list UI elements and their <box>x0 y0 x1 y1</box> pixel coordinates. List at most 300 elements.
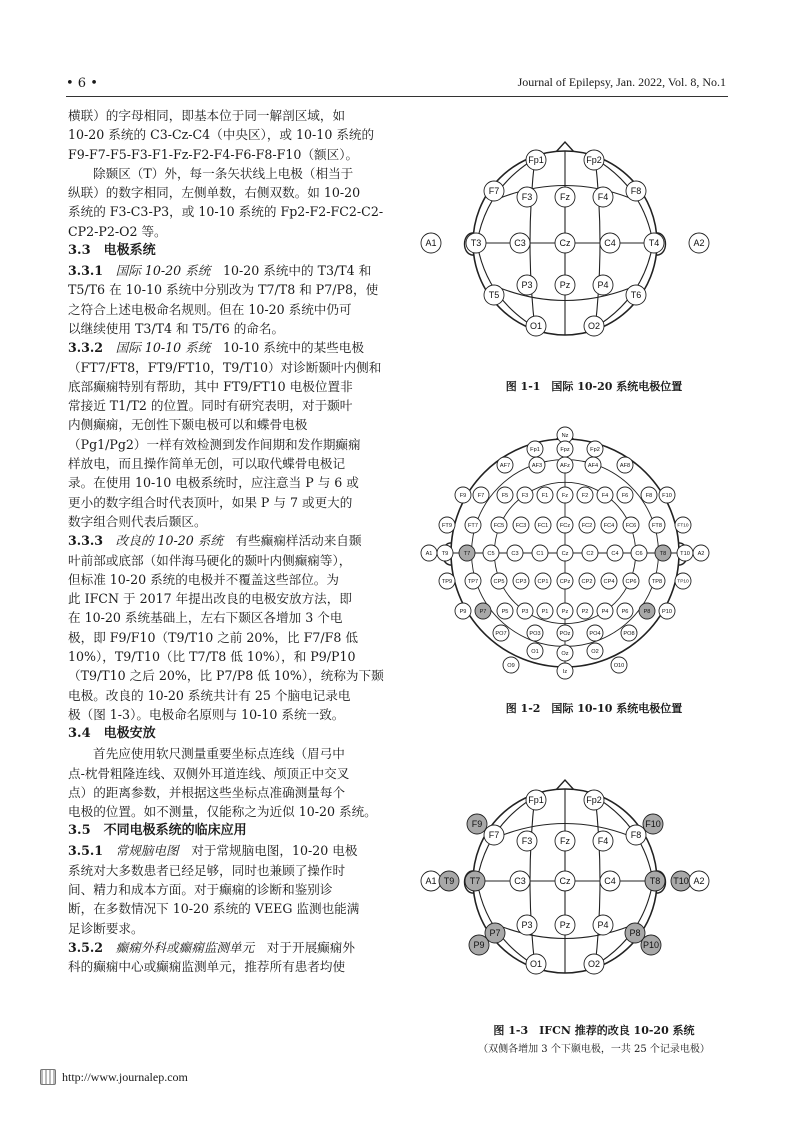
electrode-p10 <box>659 603 675 619</box>
electrode-label: AF3 <box>531 463 543 470</box>
electrode-label: PO3 <box>529 631 541 638</box>
electrode-label: F1 <box>541 493 549 500</box>
electrode-f7 <box>473 487 489 503</box>
electrode-label: F2 <box>581 493 589 500</box>
electrode-label: P7 <box>479 609 487 616</box>
text-content: 底部癫痫特别有帮助，其中 FT9/FT10 电极位置非 <box>68 378 353 394</box>
electrode-label: P10 <box>642 940 660 951</box>
electrode-c4 <box>600 233 620 253</box>
text-content: CP2-P2-O2 等。 <box>68 223 167 239</box>
electrode-c3 <box>510 233 530 253</box>
journal-title: Journal of Epilepsy, Jan. 2022, Vol. 8, No.1 <box>517 75 726 89</box>
electrode-label: CP5 <box>493 579 505 586</box>
text-content: 对于常规脑电图，10-20 电极 <box>178 843 358 859</box>
text-content: 数字组合则代表后颞区。 <box>68 513 207 529</box>
electrode-label: P6 <box>621 609 629 616</box>
electrode-label: O2 <box>591 649 599 656</box>
electrode-f3 <box>517 187 537 207</box>
text-line <box>68 841 378 860</box>
subsection-title: 国际 10-20 系统 <box>115 263 211 279</box>
electrode-label: A1 <box>425 238 437 249</box>
text-line <box>68 705 378 724</box>
electrode-po3 <box>527 625 543 641</box>
text-line <box>68 919 378 938</box>
text-line <box>68 551 378 570</box>
electrode-c3 <box>510 871 530 891</box>
text-line <box>68 454 378 473</box>
electrode-label: CP4 <box>603 579 615 586</box>
electrode-ft8 <box>649 517 665 533</box>
electrode-o1 <box>526 316 546 336</box>
electrode-label: C5 <box>487 551 495 558</box>
header-divider <box>66 96 728 97</box>
electrode-label: P2 <box>581 609 589 616</box>
electrode-f4 <box>593 187 613 207</box>
text-content: T5/T6 在 10-10 系统中分别改为 T7/T8 和 P7/P8，使 <box>68 282 379 298</box>
text-content: 此 IFCN 于 2017 年提出改良的电极安放方法，即 <box>68 591 352 607</box>
electrode-label: Fp1 <box>530 447 540 454</box>
electrode-label: T6 <box>630 290 642 301</box>
text-line <box>68 938 378 957</box>
figure-1-3-caption: 图 1-3 IFCN 推荐的改良 10-20 系统 <box>493 1024 695 1037</box>
electrode-f9 <box>455 487 471 503</box>
electrode-label: CP6 <box>625 579 637 586</box>
text-content: 系统对大多数患者已经足够，同时也兼顾了操作时 <box>68 862 346 878</box>
section-heading: 3.5 不同电极系统的临床应用 <box>68 823 247 839</box>
electrode-oz <box>557 645 573 661</box>
electrode-p10 <box>641 935 661 955</box>
electrode-label: AF8 <box>619 463 631 470</box>
electrode-label: FT7 <box>468 523 478 530</box>
text-line <box>68 164 378 183</box>
text-content: 以继续使用 T3/T4 和 T5/T6 的命名。 <box>68 320 285 336</box>
text-content: 内侧癫痫，无创性下颞电极可以和蝶骨电极 <box>68 417 308 433</box>
electrode-label: Oz <box>561 651 569 658</box>
electrode-label: C4 <box>604 238 616 249</box>
electrode-label: F3 <box>521 836 533 847</box>
electrode-label: FC1 <box>537 523 549 530</box>
electrode-label: POz <box>559 631 571 638</box>
electrode-t9 <box>439 871 459 891</box>
electrode-f7 <box>484 825 504 845</box>
electrode-label: F9 <box>471 819 483 830</box>
figure-1-3-subcaption: （双侧各增加 3 个下颞电极，一共 25 个记录电极） <box>478 1044 710 1055</box>
text-content: 10-20 系统的 C3-Cz-C4（中央区），或 10-10 系统的 <box>68 127 375 143</box>
electrode-t5 <box>484 285 504 305</box>
electrode-fp2 <box>584 790 604 810</box>
electrode-a2 <box>693 545 709 561</box>
electrode-label: T10 <box>673 876 689 887</box>
electrode-t9 <box>437 545 453 561</box>
text-line <box>68 608 378 627</box>
electrode-label: F7 <box>488 830 500 841</box>
electrode-label: O1 <box>531 649 539 656</box>
electrode-tp8 <box>649 573 665 589</box>
electrode-label: A2 <box>697 551 705 558</box>
text-content: 10%），T9/T10（比 T7/T8 低 10%），和 P9/P10 <box>68 649 356 665</box>
electrode-label: TP10 <box>677 579 689 585</box>
electrode-label: FC5 <box>493 523 505 530</box>
electrode-label: A1 <box>425 551 433 558</box>
section-heading: 3.4 电极安放 <box>68 726 156 742</box>
electrode-label: O1 <box>529 321 543 332</box>
electrode-afz <box>557 457 573 473</box>
electrode-c3 <box>507 545 523 561</box>
electrode-fc2 <box>579 517 595 533</box>
electrode-label: Fz <box>561 493 569 500</box>
text-line <box>68 628 378 647</box>
electrode-label: T5 <box>488 290 500 301</box>
electrode-f5 <box>497 487 513 503</box>
subsection-title: 改良的 10-20 系统 <box>115 533 223 549</box>
electrode-fz <box>555 831 575 851</box>
electrode-label: O10 <box>613 663 625 670</box>
electrode-label: CP2 <box>581 579 593 586</box>
electrode-label: P3 <box>521 920 533 931</box>
electrode-label: FCz <box>559 523 571 530</box>
electrode-p3 <box>517 275 537 295</box>
electrode-label: Fz <box>560 192 570 203</box>
electrode-label: Fp1 <box>528 155 544 166</box>
electrode-label: F10 <box>645 819 661 830</box>
electrode-label: F8 <box>645 493 653 500</box>
text-line <box>68 570 378 589</box>
electrode-o2 <box>584 954 604 974</box>
electrode-label: O2 <box>587 959 601 970</box>
electrode-label: P4 <box>601 609 609 616</box>
electrode-pz <box>557 603 573 619</box>
electrode-label: T3 <box>470 238 482 249</box>
electrode-t8 <box>655 545 671 561</box>
electrode-pz <box>555 915 575 935</box>
electrode-cp4 <box>601 573 617 589</box>
electrode-p6 <box>617 603 633 619</box>
electrode-t7 <box>459 545 475 561</box>
figure-1-1-caption: 图 1-1 国际 10-20 系统电极位置 <box>505 380 683 393</box>
electrode-c4 <box>607 545 623 561</box>
electrode-label: O9 <box>507 663 515 670</box>
electrode-p4 <box>593 915 613 935</box>
electrode-poz <box>557 625 573 641</box>
text-line <box>68 415 378 434</box>
electrode-t7 <box>465 871 485 891</box>
electrode-p3 <box>517 915 537 935</box>
electrode-label: P3 <box>521 609 529 616</box>
electrode-a1 <box>421 871 441 891</box>
electrode-a1 <box>421 545 437 561</box>
electrode-a2 <box>689 871 709 891</box>
electrode-f8 <box>626 825 646 845</box>
electrode-label: Cz <box>561 551 569 558</box>
text-content: 对于开展癫痫外 <box>254 939 355 955</box>
electrode-t10 <box>671 871 691 891</box>
electrode-a2 <box>689 233 709 253</box>
electrode-label: Pz <box>559 920 571 931</box>
subsection-number: 3.5.2 <box>68 939 116 955</box>
electrode-label: C1 <box>536 551 544 558</box>
electrode-label: P8 <box>643 609 651 616</box>
text-line <box>68 647 378 666</box>
electrode-label: Fpz <box>560 447 570 454</box>
text-content: 有些癫痫样活动来自颞 <box>222 533 362 549</box>
subsection-number: 3.3.1 <box>68 263 116 279</box>
electrode-f8 <box>641 487 657 503</box>
electrode-label: C2 <box>586 551 594 558</box>
electrode-label: AF7 <box>499 463 511 470</box>
electrode-label: T8 <box>659 551 667 558</box>
electrode-label: F10 <box>662 493 672 500</box>
electrode-o10 <box>611 657 627 673</box>
text-content: 10-20 系统中的 T3/T4 和 <box>210 263 372 279</box>
electrode-o2 <box>584 316 604 336</box>
text-content: F9-F7-F5-F3-F1-Fz-F2-F4-F6-F8-F10（额区）。 <box>68 146 359 162</box>
electrode-label: Pz <box>561 609 569 616</box>
electrode-label: T9 <box>441 551 449 558</box>
text-content: 首先应使用软尺测量重要坐标点连线（眉弓中 <box>93 746 345 762</box>
electrode-t8 <box>645 871 665 891</box>
text-content: （FT7/FT8，FT9/FT10，T9/T10）对诊断颞叶内侧和 <box>68 359 382 375</box>
text-content: 点-枕骨粗隆连线、双侧外耳道连线、颅顶正中交叉 <box>68 765 350 781</box>
electrode-label: Fp1 <box>528 795 544 806</box>
footer <box>40 1069 188 1085</box>
text-content: 断，在多数情况下 10-20 系统的 VEEG 监测也能满 <box>68 901 360 917</box>
text-content: 录。在使用 10-10 电极系统时，应注意当 P 与 6 或 <box>68 475 359 491</box>
electrode-label: Cz <box>559 238 571 249</box>
electrode-p3 <box>517 603 533 619</box>
electrode-t4 <box>644 233 664 253</box>
text-content: 样放电，而且操作简单无创，可以取代蝶骨电极记 <box>68 456 346 472</box>
electrode-af7 <box>497 457 513 473</box>
text-content: 极，即 F9/F10（T9/T10 之前 20%，比 F7/F8 低 <box>68 629 358 645</box>
electrode-label: F3 <box>521 192 533 203</box>
electrode-label: F7 <box>477 493 485 500</box>
electrode-label: T10 <box>680 551 690 558</box>
electrode-label: A2 <box>693 876 705 887</box>
text-line <box>68 666 384 685</box>
electrode-label: P9 <box>473 940 485 951</box>
text-content: 电极。改良的 10-20 系统共计有 25 个脑电记录电 <box>68 687 351 703</box>
subsection-number: 3.3.3 <box>68 533 116 549</box>
text-content: （T9/T10 之后 20%，比 P7/P8 低 10%），统称为下颞 <box>68 668 384 684</box>
electrode-o1 <box>527 643 543 659</box>
text-line <box>68 396 378 415</box>
electrode-o9 <box>503 657 519 673</box>
electrode-label: F6 <box>621 493 629 500</box>
electrode-f4 <box>593 831 613 851</box>
electrode-label: T9 <box>443 876 455 887</box>
electrode-label: FC2 <box>581 523 593 530</box>
text-content: 但标准 10-20 系统的电极并不覆盖这些部位。为 <box>68 571 339 587</box>
electrode-label: F4 <box>601 493 609 500</box>
text-content: 之符合上述电极命名规则。但在 10-20 系统中仍可 <box>68 301 352 317</box>
electrode-f8 <box>626 181 646 201</box>
text-line <box>68 202 384 221</box>
electrode-label: T8 <box>649 876 661 887</box>
text-content: 除颞区（T）外，每一条矢状线上电极（相当于 <box>93 165 354 181</box>
electrode-cp1 <box>535 573 551 589</box>
electrode-label: AFz <box>560 463 570 470</box>
electrode-label: A1 <box>425 876 437 887</box>
figure-10-20-diagram <box>415 140 715 352</box>
electrode-label: Fp2 <box>586 155 602 166</box>
electrode-o1 <box>526 954 546 974</box>
text-content: 常接近 T1/T2 的位置。同时有研究表明，对于颞叶 <box>68 398 353 414</box>
electrode-f4 <box>597 487 613 503</box>
journal-logo-icon <box>40 1069 56 1085</box>
text-line <box>68 183 378 202</box>
electrode-cz <box>555 871 575 891</box>
text-line <box>68 802 378 821</box>
electrode-label: P10 <box>662 609 672 616</box>
text-line <box>68 358 382 377</box>
electrode-tp7 <box>465 573 481 589</box>
electrode-fp1 <box>526 790 546 810</box>
text-line <box>68 473 378 492</box>
electrode-fp1 <box>527 441 543 457</box>
text-line <box>68 861 378 880</box>
electrode-label: P9 <box>459 609 467 616</box>
subsection-number: 3.5.1 <box>68 843 116 859</box>
electrode-a1 <box>421 233 441 253</box>
electrode-t3 <box>466 233 486 253</box>
electrode-label: CP1 <box>537 579 549 586</box>
electrode-label: PO7 <box>495 631 507 638</box>
text-line <box>68 377 378 396</box>
text-content: 系统的 F3-C3-P3，或 10-10 系统的 Fp2-F2-FC2-C2- <box>68 204 384 220</box>
electrode-label: F7 <box>488 186 500 197</box>
electrode-label: PO4 <box>589 631 601 638</box>
electrode-p7 <box>475 603 491 619</box>
electrode-c4 <box>600 871 620 891</box>
electrode-f3 <box>517 831 537 851</box>
electrode-cz <box>557 545 573 561</box>
electrode-fp2 <box>587 441 603 457</box>
electrode-f10 <box>643 814 663 834</box>
electrode-fc5 <box>491 517 507 533</box>
electrode-label: P4 <box>597 280 609 291</box>
electrode-c5 <box>483 545 499 561</box>
text-content: 点）的距离参数，并根据这些坐标点准确测量每个 <box>68 784 346 800</box>
electrode-label: C3 <box>511 551 519 558</box>
electrode-label: Pz <box>559 280 571 291</box>
electrode-label: P1 <box>541 609 549 616</box>
text-content: 电极的位置。如不测量，仅能称之为近似 10-20 系统。 <box>68 804 377 820</box>
electrode-po7 <box>493 625 509 641</box>
electrode-fc3 <box>513 517 529 533</box>
electrode-cp5 <box>491 573 507 589</box>
text-content: 10-10 系统中的某些电极 <box>210 340 364 356</box>
electrode-label: CP3 <box>515 579 527 586</box>
electrode-fpz <box>557 441 573 457</box>
electrode-label: O1 <box>529 959 543 970</box>
electrode-p8 <box>639 603 655 619</box>
electrode-label: C4 <box>611 551 619 558</box>
electrode-po8 <box>621 625 637 641</box>
electrode-c2 <box>582 545 598 561</box>
electrode-fc6 <box>623 517 639 533</box>
electrode-label: TP9 <box>441 579 453 586</box>
electrode-p9 <box>469 935 489 955</box>
electrode-label: Fz <box>560 836 570 847</box>
page-number: • 6 • <box>66 76 98 91</box>
electrode-label: Cz <box>559 876 571 887</box>
text-line <box>68 880 378 899</box>
electrode-t6 <box>626 285 646 305</box>
electrode-ft7 <box>465 517 481 533</box>
electrode-label: F9 <box>459 493 467 500</box>
electrode-p5 <box>497 603 513 619</box>
electrode-label: AF4 <box>587 463 599 470</box>
electrode-label: C6 <box>635 551 643 558</box>
electrode-cp2 <box>579 573 595 589</box>
electrode-t10 <box>677 545 693 561</box>
electrode-po4 <box>587 625 603 641</box>
text-line <box>68 686 378 705</box>
electrode-label: A2 <box>693 238 705 249</box>
electrode-f3 <box>517 487 533 503</box>
figure-1-2-caption: 图 1-2 国际 10-10 系统电极位置 <box>505 702 683 715</box>
electrode-label: TP7 <box>467 579 479 586</box>
body-text-column <box>68 106 384 976</box>
text-line <box>68 125 378 144</box>
figure-10-10-diagram <box>415 425 715 687</box>
electrode-ft9 <box>439 517 455 533</box>
electrode-af4 <box>585 457 601 473</box>
electrode-label: CPz <box>559 579 571 586</box>
text-content: 叶前部或底部（如伴海马硬化的颞叶内侧癫痫等）， <box>68 552 352 568</box>
electrode-label: P5 <box>501 609 509 616</box>
text-content: 横联）的字母相同，即基本位于同一解剖区域，如 <box>68 108 346 123</box>
electrode-fcz <box>557 517 573 533</box>
text-content: 更小的数字组合时代表顶叶，如果 P 与 7 或更大的 <box>68 494 353 510</box>
electrode-p2 <box>577 603 593 619</box>
electrode-label: T4 <box>648 238 660 249</box>
subsection-number: 3.3.2 <box>68 340 116 356</box>
electrode-label: TP8 <box>651 579 663 586</box>
electrode-label: T7 <box>469 876 481 887</box>
text-line <box>68 319 378 338</box>
electrode-fz <box>555 187 575 207</box>
text-content: 科的癫痫中心或癫痫监测单元，推荐所有患者均使 <box>68 959 346 975</box>
text-line <box>68 783 378 802</box>
electrode-pz <box>555 275 575 295</box>
footer-url: http://www.journalep.com <box>62 1069 188 1084</box>
electrode-label: FC3 <box>515 523 527 530</box>
electrode-fp1 <box>526 150 546 170</box>
electrode-label: F4 <box>597 192 609 203</box>
electrode-label: Nz <box>561 433 569 440</box>
text-line <box>68 957 378 976</box>
text-line <box>68 435 378 454</box>
electrode-fp2 <box>584 150 604 170</box>
electrode-label: Fp2 <box>590 447 600 454</box>
text-content: （Pg1/Pg2）一样有效检测到发作间期和发作期癫痫 <box>68 436 361 452</box>
electrode-label: P7 <box>489 928 501 939</box>
text-content: 极（图 1-3）。电极命名原则与 10-10 系统一致。 <box>68 706 345 722</box>
electrode-f2 <box>577 487 593 503</box>
electrode-label: P4 <box>597 920 609 931</box>
electrode-label: F4 <box>597 836 609 847</box>
text-line <box>68 493 378 512</box>
electrode-label: F3 <box>521 493 529 500</box>
text-line <box>68 531 378 550</box>
figure-ifcn-modified-diagram <box>415 778 715 990</box>
electrode-cp3 <box>513 573 529 589</box>
electrode-label: C3 <box>514 876 526 887</box>
electrode-label: T7 <box>463 551 471 558</box>
text-line <box>68 744 378 763</box>
electrode-f1 <box>537 487 553 503</box>
